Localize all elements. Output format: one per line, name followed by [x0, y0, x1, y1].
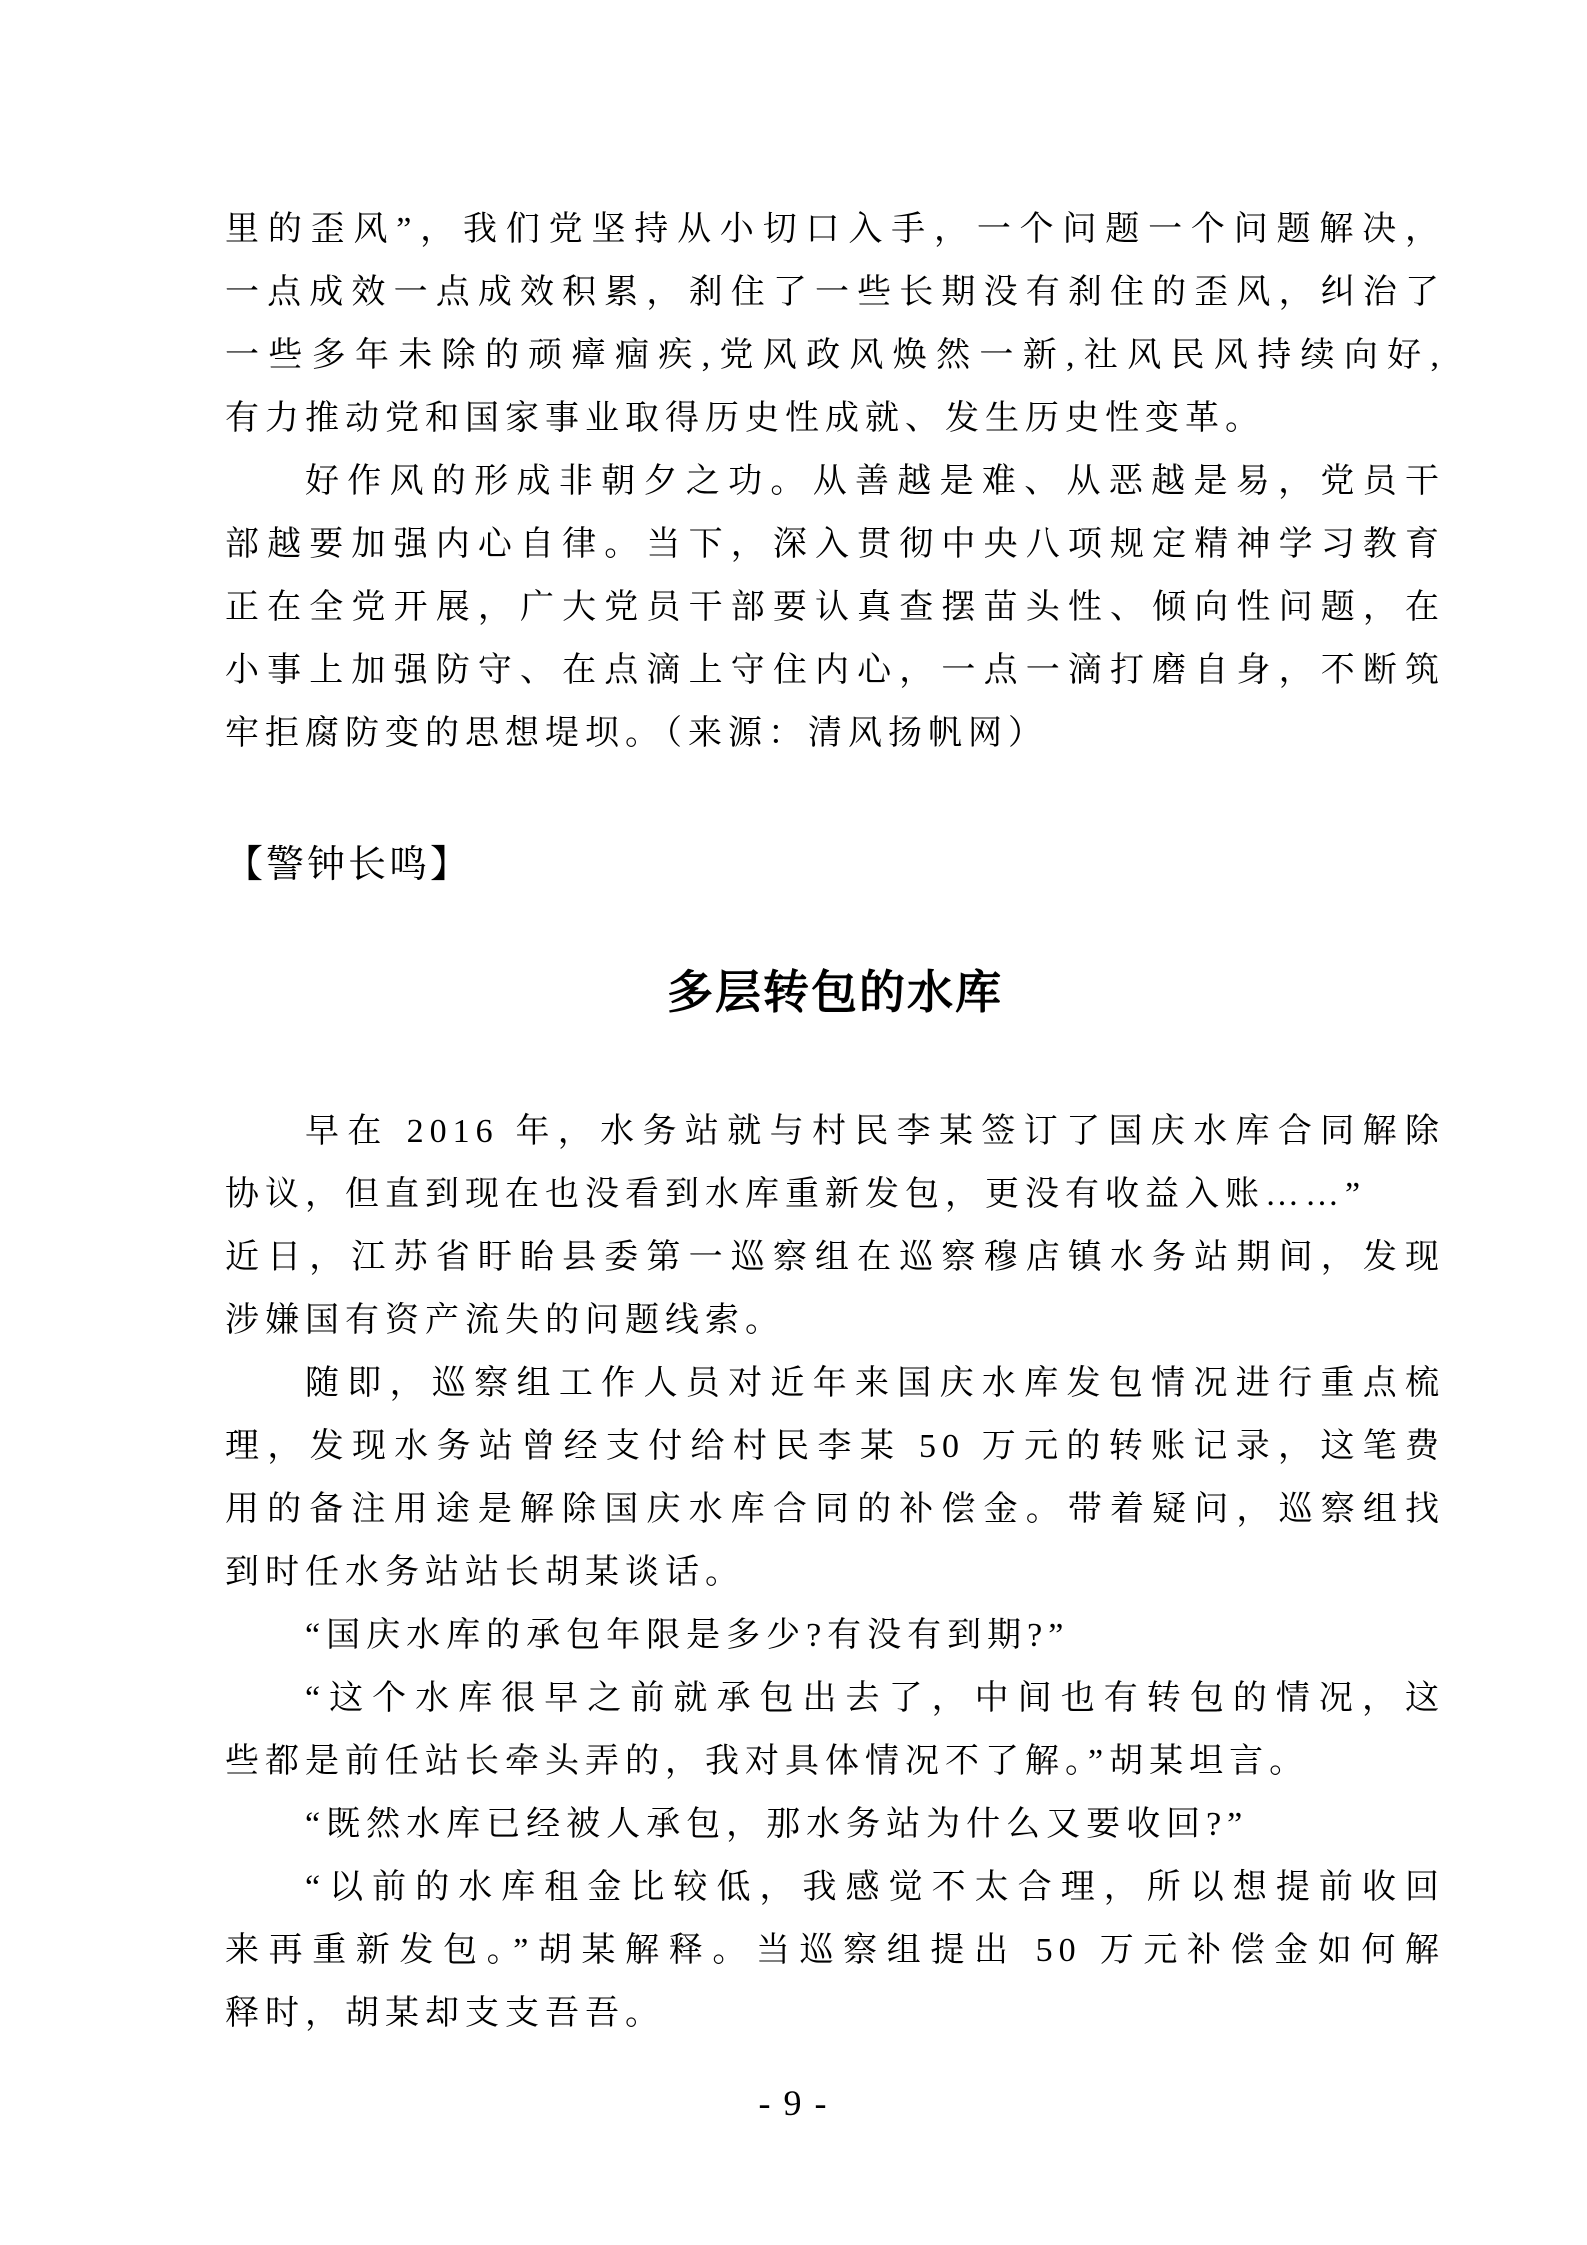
text-line: 来再重新发包。”胡某解释。当巡察组提出 50 万元补偿金如何解 — [225, 1932, 1445, 1969]
document-content — [225, 198, 1445, 2045]
text-line: 好作风的形成非朝夕之功。从善越是难、从恶越是易，党员干 — [305, 463, 1445, 500]
article-title: 多层转包的水库 — [667, 967, 1003, 1018]
text-line: 到时任水务站站长胡某谈话。 — [225, 1554, 745, 1591]
text-line: 用的备注用途是解除国庆水库合同的补偿金。带着疑问，巡察组找 — [225, 1491, 1445, 1528]
paragraph-4 — [225, 1352, 1445, 1604]
text-line: 部越要加强内心自律。当下，深入贯彻中央八项规定精神学习教育 — [225, 526, 1445, 563]
text-line: 有力推动党和国家事业取得历史性成就、发生历史性变革。 — [225, 400, 1265, 437]
text-line: 随即，巡察组工作人员对近年来国庆水库发包情况进行重点梳 — [305, 1365, 1445, 1402]
text-line: 一些多年未除的顽瘴痼疾,党风政风焕然一新,社风民风持续向好, — [225, 337, 1445, 374]
paragraph-1-continuation — [225, 198, 1445, 450]
text-line: “既然水库已经被人承包，那水务站为什么又要收回?” — [305, 1806, 1249, 1843]
text-line: 一点成效一点成效积累，刹住了一些长期没有刹住的歪风，纠治了 — [225, 274, 1445, 311]
text-line: “这个水库很早之前就承包出去了，中间也有转包的情况，这 — [305, 1680, 1445, 1717]
text-line: 协议，但直到现在也没看到水库重新发包，更没有收益入账……” — [225, 1176, 1367, 1213]
text-line: 理，发现水务站曾经支付给村民李某 50 万元的转账记录，这笔费 — [225, 1428, 1445, 1465]
dialogue-question-1 — [225, 1604, 1445, 1667]
text-line: 牢拒腐防变的思想堤坝。（来源：清风扬帆网） — [225, 715, 1048, 752]
text-line: 涉嫌国有资产流失的问题线索。 — [225, 1302, 785, 1339]
text-line: “以前的水库租金比较低，我感觉不太合理，所以想提前收回 — [305, 1869, 1445, 1906]
section-header-jingzhong: 【警钟长鸣】 — [225, 844, 472, 886]
text-line: 早在 2016 年，水务站就与村民李某签订了国庆水库合同解除 — [305, 1113, 1445, 1150]
text-line: 释时，胡某却支支吾吾。 — [225, 1995, 665, 2032]
text-line: 里的歪风”，我们党坚持从小切口入手，一个问题一个问题解决， — [225, 211, 1445, 248]
text-line: 正在全党开展，广大党员干部要认真查摆苗头性、倾向性问题，在 — [225, 589, 1445, 626]
text-line: 近日，江苏省盱眙县委第一巡察组在巡察穆店镇水务站期间，发现 — [225, 1239, 1445, 1276]
dialogue-question-2 — [225, 1793, 1445, 1856]
text-line: 些都是前任站长牵头弄的，我对具体情况不了解。”胡某坦言。 — [225, 1743, 1310, 1780]
paragraph-3 — [225, 1100, 1445, 1352]
page-number: - 9 - — [758, 2083, 829, 2123]
dialogue-answer-2 — [225, 1856, 1445, 2045]
text-line: 小事上加强防守、在点滴上守住内心，一点一滴打磨自身，不断筑 — [225, 652, 1445, 689]
text-line: “国庆水库的承包年限是多少?有没有到期?” — [305, 1617, 1070, 1654]
dialogue-answer-1 — [225, 1667, 1445, 1793]
paragraph-2 — [225, 450, 1445, 765]
